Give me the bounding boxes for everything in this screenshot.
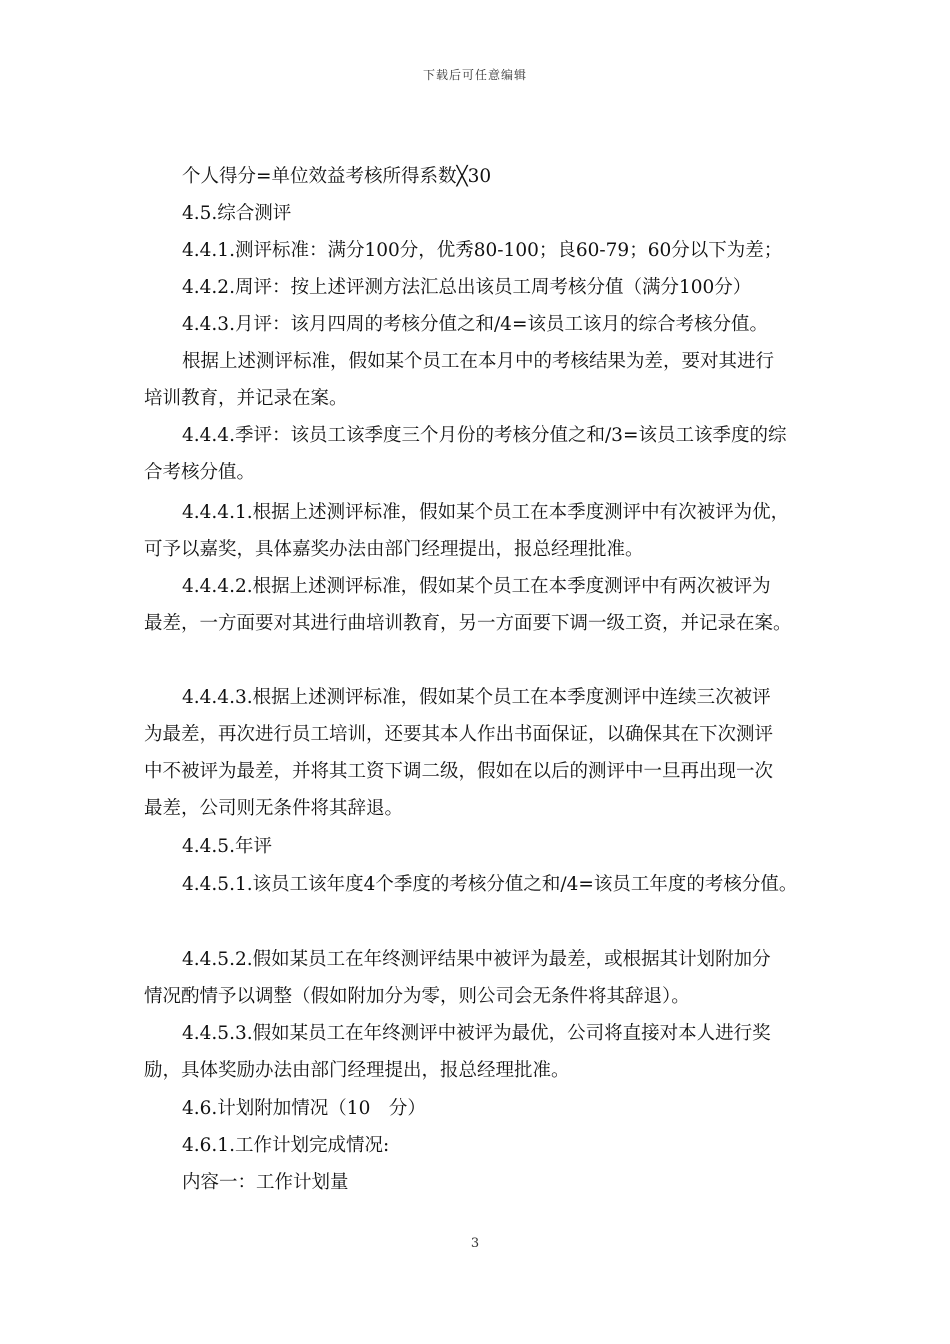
paragraph-line: 4.4.4.1.根据上述测评标准，假如某个员工在本季度测评中有次被评为优，	[182, 502, 790, 523]
paragraph-line: 为最差，再次进行员工培训，还要其本人作出书面保证，以确保其在下次测评	[144, 724, 774, 745]
section-heading: 4.5.综合测评	[182, 203, 292, 224]
paragraph-line: 励，具体奖励办法由部门经理提出，报总经理批准。	[144, 1060, 570, 1081]
paragraph-line: 个人得分=单位效益考核所得系数╳30	[182, 166, 492, 187]
paragraph-line: 合考核分值。	[144, 462, 256, 483]
paragraph-line: 4.4.5.3.假如某员工在年终测评中被评为最优，公司将直接对本人进行奖	[182, 1023, 771, 1044]
page-header: 下载后可任意编辑	[422, 68, 527, 82]
section-heading: 4.6.计划附加情况（10 分）	[182, 1098, 426, 1119]
paragraph-line: 4.4.2.周评：按上述评测方法汇总出该员工周考核分值（满分100分）	[182, 277, 752, 298]
paragraph-line: 4.4.5.1.该员工该年度4个季度的考核分值之和/4=该员工年度的考核分值。	[182, 874, 798, 895]
page-number: 3	[470, 1236, 480, 1251]
paragraph-line: 4.4.3.月评：该月四周的考核分值之和/4=该员工该月的综合考核分值。	[182, 314, 768, 335]
paragraph-line: 4.4.1.测评标准：满分100分，优秀80-100；良60-79；60分以下为差；	[182, 240, 783, 261]
paragraph-line: 4.4.4.季评：该员工该季度三个月份的考核分值之和/3=该员工该季度的综	[182, 425, 787, 446]
paragraph-line: 可予以嘉奖，具体嘉奖办法由部门经理提出，报总经理批准。	[144, 539, 644, 560]
paragraph-line: 根据上述测评标准，假如某个员工在本月中的考核结果为差，要对其进行	[182, 351, 775, 372]
paragraph-line: 4.4.4.3.根据上述测评标准，假如某个员工在本季度测评中连续三次被评	[182, 687, 771, 708]
paragraph-line: 最差，一方面要对其进行曲培训教育，另一方面要下调一级工资，并记录在案。	[144, 613, 792, 634]
paragraph-line: 情况酌情予以调整（假如附加分为零，则公司会无条件将其辞退）。	[144, 986, 690, 1007]
paragraph-line: 中不被评为最差，并将其工资下调二级，假如在以后的测评中一旦再出现一次	[144, 761, 774, 782]
paragraph-line: 4.6.1.工作计划完成情况:	[182, 1135, 390, 1156]
section-heading: 4.4.5.年评	[182, 836, 272, 857]
paragraph-line: 培训教育，并记录在案。	[144, 388, 348, 409]
paragraph-line: 最差，公司则无条件将其辞退。	[144, 798, 404, 819]
paragraph-line: 4.4.4.2.根据上述测评标准，假如某个员工在本季度测评中有两次被评为	[182, 576, 771, 597]
paragraph-line: 内容一：工作计划量	[182, 1172, 349, 1193]
paragraph-line: 4.4.5.2.假如某员工在年终测评结果中被评为最差，或根据其计划附加分	[182, 949, 771, 970]
